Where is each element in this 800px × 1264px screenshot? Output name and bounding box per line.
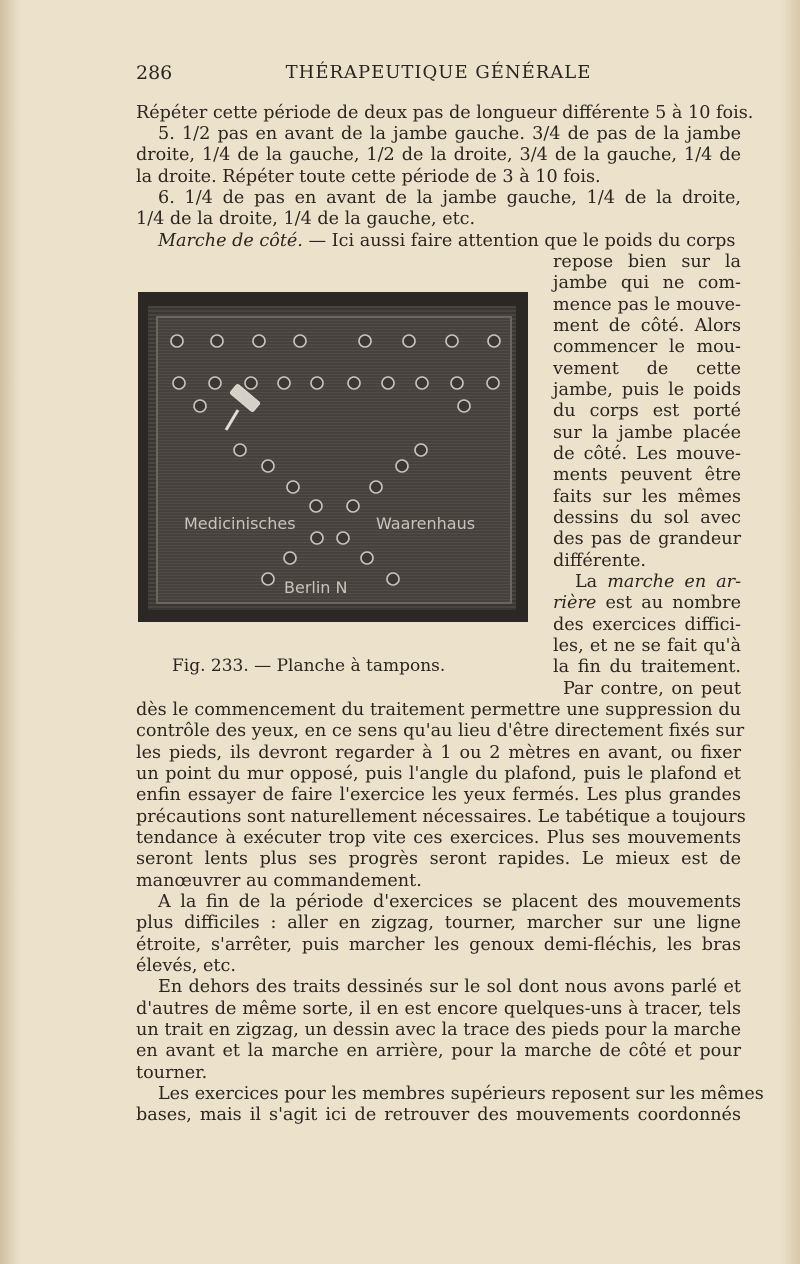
text-line: en avant et la marche en arrière, pour la marche de côté et pour	[136, 1041, 741, 1061]
marche-text: — Ici aussi faire attention que le poids du corps	[302, 231, 736, 251]
text-line: la droite. Répéter toute cette période de 3 à 10 fois.	[136, 167, 601, 187]
text-line: les pieds, ils devront regarder à 1 ou 2 mètres en avant, ou fixer	[136, 743, 741, 763]
running-title: THÉRAPEUTIQUE GÉNÉRALE	[285, 62, 592, 83]
text-line: contrôle des yeux, en ce sens qu'au lieu d'être directement fixés sur	[136, 721, 745, 741]
tampon	[311, 532, 323, 544]
plate-label-bottom: Berlin N	[284, 578, 348, 597]
tampon	[446, 335, 458, 347]
stamp-tool	[226, 384, 260, 430]
side-line: commencer le mou-	[553, 337, 741, 357]
tampon	[337, 532, 349, 544]
text-line: droite, 1/4 de la gauche, 1/2 de la droite, 3/4 de la gauche, 1/4 de	[136, 145, 741, 165]
tampon	[487, 377, 499, 389]
side-line: les, et ne se fait qu'à	[553, 636, 741, 656]
tampon	[209, 377, 221, 389]
tampon	[262, 460, 274, 472]
figure-illustration	[138, 292, 528, 622]
text-line: 5. 1/2 pas en avant de la jambe gauche. 3/4 de pas de la jambe	[158, 124, 741, 144]
side-line: des pas de grandeur	[553, 529, 741, 549]
side-line	[575, 572, 741, 593]
text-line: un trait en zigzag, un dessin avec la trace des pieds pour la marche	[136, 1020, 741, 1040]
side-line: la fin du traitement.	[553, 657, 741, 677]
side-line: du corps est porté	[553, 401, 741, 421]
side-line: ment de côté. Alors	[553, 316, 741, 336]
tampon	[173, 377, 185, 389]
text-line: Les exercices pour les membres supérieurs reposent sur les mêmes	[158, 1084, 764, 1104]
tampon	[284, 552, 296, 564]
side-line: différente.	[553, 551, 647, 571]
tampon	[488, 335, 500, 347]
tampon	[294, 335, 306, 347]
page-number: 286	[136, 62, 173, 84]
tampon	[361, 552, 373, 564]
text-line: 6. 1/4 de pas en avant de la jambe gauche, 1/4 de la droite,	[158, 188, 741, 208]
arriere-pre: La	[575, 572, 608, 592]
page-edge-right	[780, 0, 800, 1264]
tampon	[347, 500, 359, 512]
side-line: des exercices diffici-	[553, 615, 741, 635]
text-line	[158, 231, 735, 252]
tampon	[262, 573, 274, 585]
text-line: enfin essayer de faire l'exercice les yeux fermés. Les plus grandes	[136, 785, 741, 805]
text-line: 1/4 de la droite, 1/4 de la gauche, etc.	[136, 209, 476, 229]
tampon	[387, 573, 399, 585]
tampon	[396, 460, 408, 472]
side-line: Par contre, on peut	[563, 679, 741, 699]
tampon	[451, 377, 463, 389]
tampon	[253, 335, 265, 347]
tampon	[359, 335, 371, 347]
arriere-heading: marche en ar-	[607, 572, 742, 592]
arriere-heading-cont: rière	[553, 593, 597, 613]
text-line: dès le commencement du traitement permettre une suppression du	[136, 700, 741, 720]
arriere-post: est au nombre	[596, 593, 741, 613]
tampon	[415, 444, 427, 456]
text-line: un point du mur opposé, puis l'angle du plafond, puis le plafond et	[136, 764, 741, 784]
figure-planche-a-tampons	[138, 292, 528, 622]
tampon	[458, 400, 470, 412]
tampon	[348, 377, 360, 389]
page-header	[136, 62, 741, 88]
text-line: tendance à exécuter trop vite ces exercices. Plus ses mouvements	[136, 828, 741, 848]
tampon	[311, 377, 323, 389]
page-edge-left	[0, 0, 20, 1264]
tampon	[403, 335, 415, 347]
side-line	[553, 593, 741, 614]
tampon	[278, 377, 290, 389]
tampon	[310, 500, 322, 512]
tampon	[194, 400, 206, 412]
side-line: dessins du sol avec	[553, 508, 741, 528]
text-line: A la fin de la période d'exercices se placent des mouvements	[158, 892, 741, 912]
tampon	[382, 377, 394, 389]
text-line: plus difficiles : aller en zigzag, tourner, marcher sur une ligne	[136, 913, 741, 933]
side-line: ments peuvent être	[553, 465, 741, 485]
side-line: repose bien sur la	[553, 252, 741, 272]
tampon	[211, 335, 223, 347]
tampon	[171, 335, 183, 347]
side-line: vement de cette	[553, 359, 741, 379]
plate-label-right: Waarenhaus	[376, 514, 476, 533]
tampon	[370, 481, 382, 493]
text-line: étroite, s'arrêter, puis marcher les genoux demi-fléchis, les bras	[136, 935, 741, 955]
text-line: seront lents plus ses progrès seront rapides. Le mieux est de	[136, 849, 741, 869]
side-line: de côté. Les mouve-	[553, 444, 741, 464]
side-line: mence pas le mouve-	[553, 295, 741, 315]
text-line: Répéter cette période de deux pas de longueur différente 5 à 10 fois.	[136, 103, 754, 123]
text-line: tourner.	[136, 1063, 208, 1083]
tampon	[234, 444, 246, 456]
text-line: En dehors des traits dessinés sur le sol dont nous avons parlé et	[158, 977, 741, 997]
marche-heading: Marche de côté.	[158, 231, 303, 251]
text-line: bases, mais il s'agit ici de retrouver des mouvements coordonnés	[136, 1105, 741, 1125]
side-line: faits sur les mêmes	[553, 487, 741, 507]
text-line: d'autres de même sorte, il en est encore quelques-uns à tracer, tels	[136, 999, 741, 1019]
text-line: précautions sont naturellement nécessaires. Le tabétique a toujours	[136, 807, 746, 827]
tampon	[245, 377, 257, 389]
text-line: élevés, etc.	[136, 956, 236, 976]
tampon	[287, 481, 299, 493]
plate-label-left: Medicinisches	[184, 514, 296, 533]
text-line: manœuvrer au commandement.	[136, 871, 422, 891]
side-line: jambe qui ne com-	[553, 273, 741, 293]
figure-caption: Fig. 233. — Planche à tampons.	[172, 656, 446, 676]
tampon	[416, 377, 428, 389]
side-line: jambe, puis le poids	[553, 380, 741, 400]
side-line: sur la jambe placée	[553, 423, 741, 443]
